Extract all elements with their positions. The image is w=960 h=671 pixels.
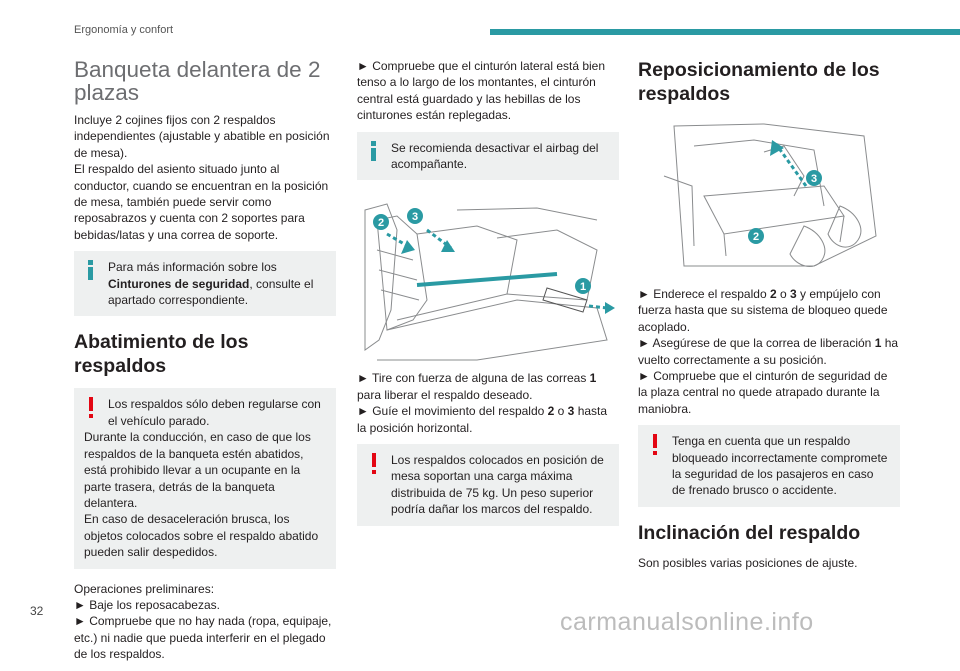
info-icon	[84, 260, 98, 282]
step-item: ► Enderece el respaldo 2 o 3 y empújelo con fuerza hasta que su sistema de bloqueo quede acoplado.	[638, 287, 888, 334]
warning-text: En caso de desaceleración brusca, los objetos colocados sobre el respaldo abatido pueden salir despedidos.	[84, 512, 319, 560]
header-accent-bar	[490, 29, 960, 35]
warning-box	[74, 388, 336, 568]
warning-icon	[367, 453, 381, 475]
step-item: ► Compruebe que no hay nada (ropa, equipaje, etc.) ni nadie que pueda interferir en el plegado de los respaldos.	[74, 614, 332, 662]
info-text: Para más información sobre los Cinturones de seguridad, consulte el apartado correspondiente.	[108, 260, 314, 308]
intro-paragraph: Incluye 2 cojines fijos con 2 respaldos independientes (ajustable y abatible en posición de mesa). El respaldo del asiento situado junto al conductor, cuando se encuentran en la posición de mesa, también puede servir como reposabrazos y cuenta con 2 soportes para bebidas/latas y una correa de soporte.	[74, 113, 330, 242]
reposition-backrest-illustration	[644, 116, 906, 276]
info-text: Se recomienda desactivar el airbag del acompañante.	[391, 140, 599, 172]
warning-box	[357, 444, 619, 526]
info-box	[357, 132, 619, 181]
section-heading: Inclinación del respaldo	[638, 521, 861, 544]
header-section-title: Ergonomía y confort	[74, 24, 174, 36]
info-icon	[367, 141, 381, 163]
page-title: Banqueta delantera de 2 plazas	[74, 57, 321, 105]
step-item: ► Compruebe que el cinturón de seguridad de la plaza central no quede atrapado durante la maniobra.	[638, 369, 888, 416]
step-item: ► Compruebe que el cinturón lateral está bien tenso a lo largo de los montantes, el cinturón central está guardado y las hebillas de los cinturones están replegadas.	[357, 59, 606, 123]
step-item: ► Tire con fuerza de alguna de las correas 1 para liberar el respaldo deseado.	[357, 371, 597, 402]
warning-box	[638, 425, 900, 507]
figure-label: 2	[377, 217, 385, 230]
fold-backrest-illustration	[357, 190, 619, 362]
figure-label: 1	[579, 281, 587, 294]
prelim-heading: Operaciones preliminares:	[74, 581, 215, 596]
warning-text: Durante la conducción, en caso de que los respaldos de la banqueta estén abatidos, está prohibido llevar a un ocupante en la parte trasera, detrás de la banqueta delantera.	[84, 430, 311, 510]
step-item: ► Guíe el movimiento del respaldo 2 o 3 hasta la posición horizontal.	[357, 404, 608, 435]
section-heading: Reposicionamiento de los respaldos	[638, 59, 880, 105]
column-1	[74, 58, 336, 671]
warning-icon	[648, 434, 662, 456]
warning-text: Los respaldos colocados en posición de mesa soportan una carga máxima distribuida de 75 kg. Un peso superior podría dañar los marcos del respaldo.	[391, 453, 604, 517]
step-item: ► Baje los reposacabezas.	[74, 597, 220, 612]
column-2	[357, 58, 619, 536]
column-3	[638, 58, 900, 579]
step-item: ► Asegúrese de que la correa de liberación 1 ha vuelto correctamente a su posición.	[638, 336, 899, 367]
section-heading: Abatimiento de los respaldos	[74, 331, 249, 378]
warning-text: Los respaldos sólo deben regularse con el vehículo parado.	[108, 397, 321, 428]
body-paragraph: Son posibles varias posiciones de ajuste.	[638, 555, 858, 570]
figure-label: 2	[752, 231, 760, 243]
warning-text: Tenga en cuenta que un respaldo bloqueado incorrectamente compromete la seguridad de los pasajeros en caso de frenado brusco o accidente.	[672, 434, 888, 498]
watermark: carmanualsonline.info	[560, 608, 814, 636]
page-number: 32	[30, 604, 44, 618]
figure-label: 3	[411, 211, 419, 224]
figure-label: 3	[810, 173, 818, 185]
info-box	[74, 251, 336, 316]
warning-icon	[84, 397, 98, 419]
